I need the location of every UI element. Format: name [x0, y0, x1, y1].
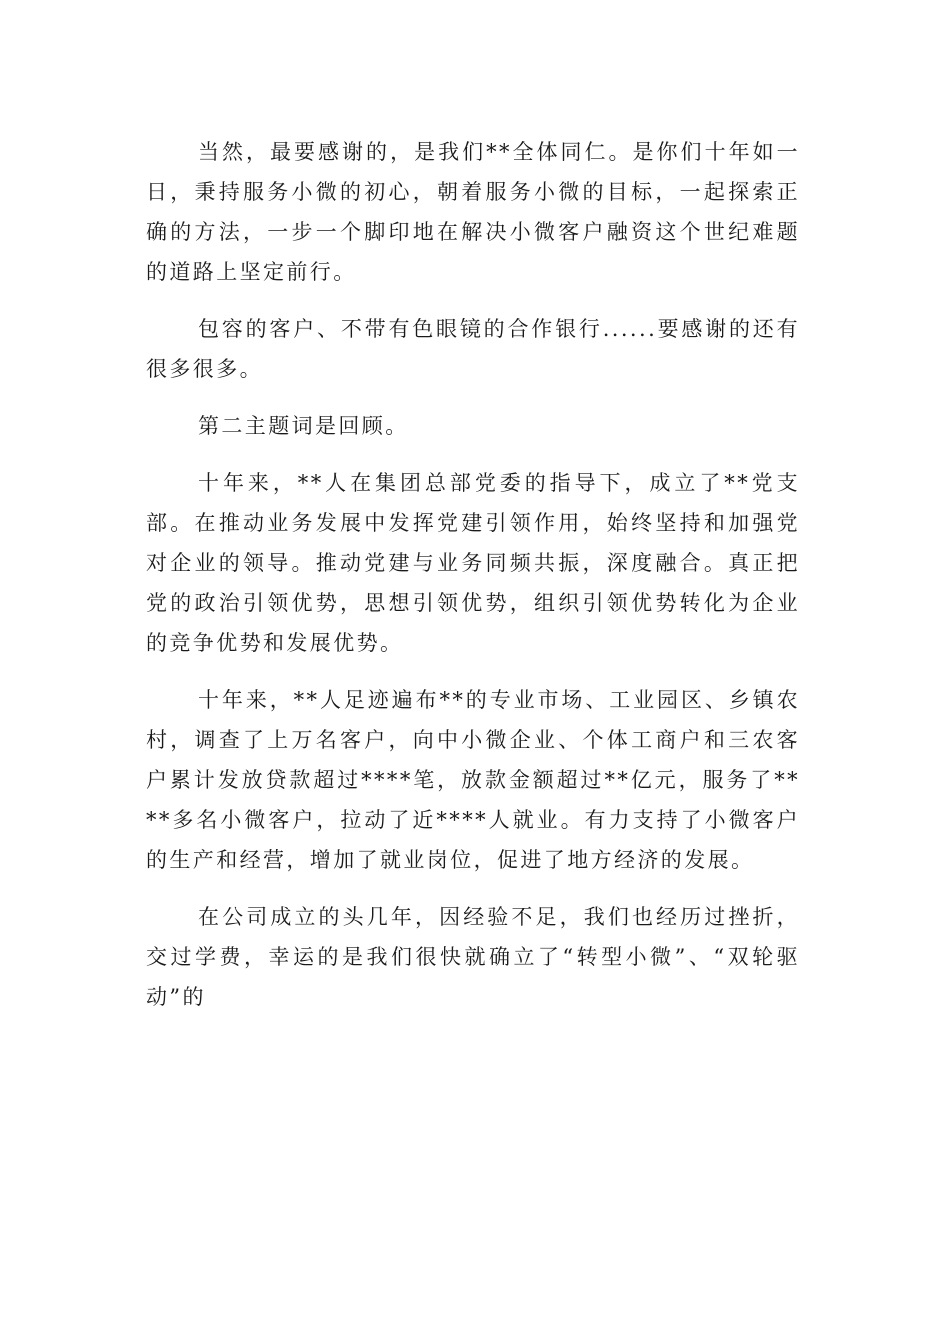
paragraph-thanks-others: 包容的客户、不带有色眼镜的合作银行......要感谢的还有很多很多。 [146, 317, 800, 381]
document-body [146, 132, 800, 1034]
paragraph-second-theme: 第二主题词是回顾。 [198, 414, 409, 438]
paragraph-business-achievements: 十年来，**人足迹遍布**的专业市场、工业园区、乡镇农村，调查了上万名客户，向中小微企业、个体工商户和三农客户累计发放贷款超过****笔，放款金额超过**亿元，服务了****多名小微客户，拉动了近****人就业。有力支持了小微客户的生产和经营，增加了就业岗位，促进了地方经济的发展。 [146, 688, 800, 872]
paragraph-thanks-colleagues: 当然，最要感谢的，是我们**全体同仁。是你们十年如一日，秉持服务小微的初心，朝着服务小微的目标，一起探索正确的方法，一步一个脚印地在解决小微客户融资这个世纪难题的道路上坚定前行。 [146, 140, 800, 284]
paragraph-early-years: 在公司成立的头几年，因经验不足，我们也经历过挫折，交过学费，幸运的是我们很快就确立了“转型小微”、“双轮驱动”的 [146, 905, 800, 1009]
paragraph-party-building: 十年来，**人在集团总部党委的指导下，成立了**党支部。在推动业务发展中发挥党建引领作用，始终坚持和加强党对企业的领导。推动党建与业务同频共振，深度融合。真正把党的政治引领优势，思想引领优势，组织引领优势转化为企业的竞争优势和发展优势。 [146, 471, 800, 655]
